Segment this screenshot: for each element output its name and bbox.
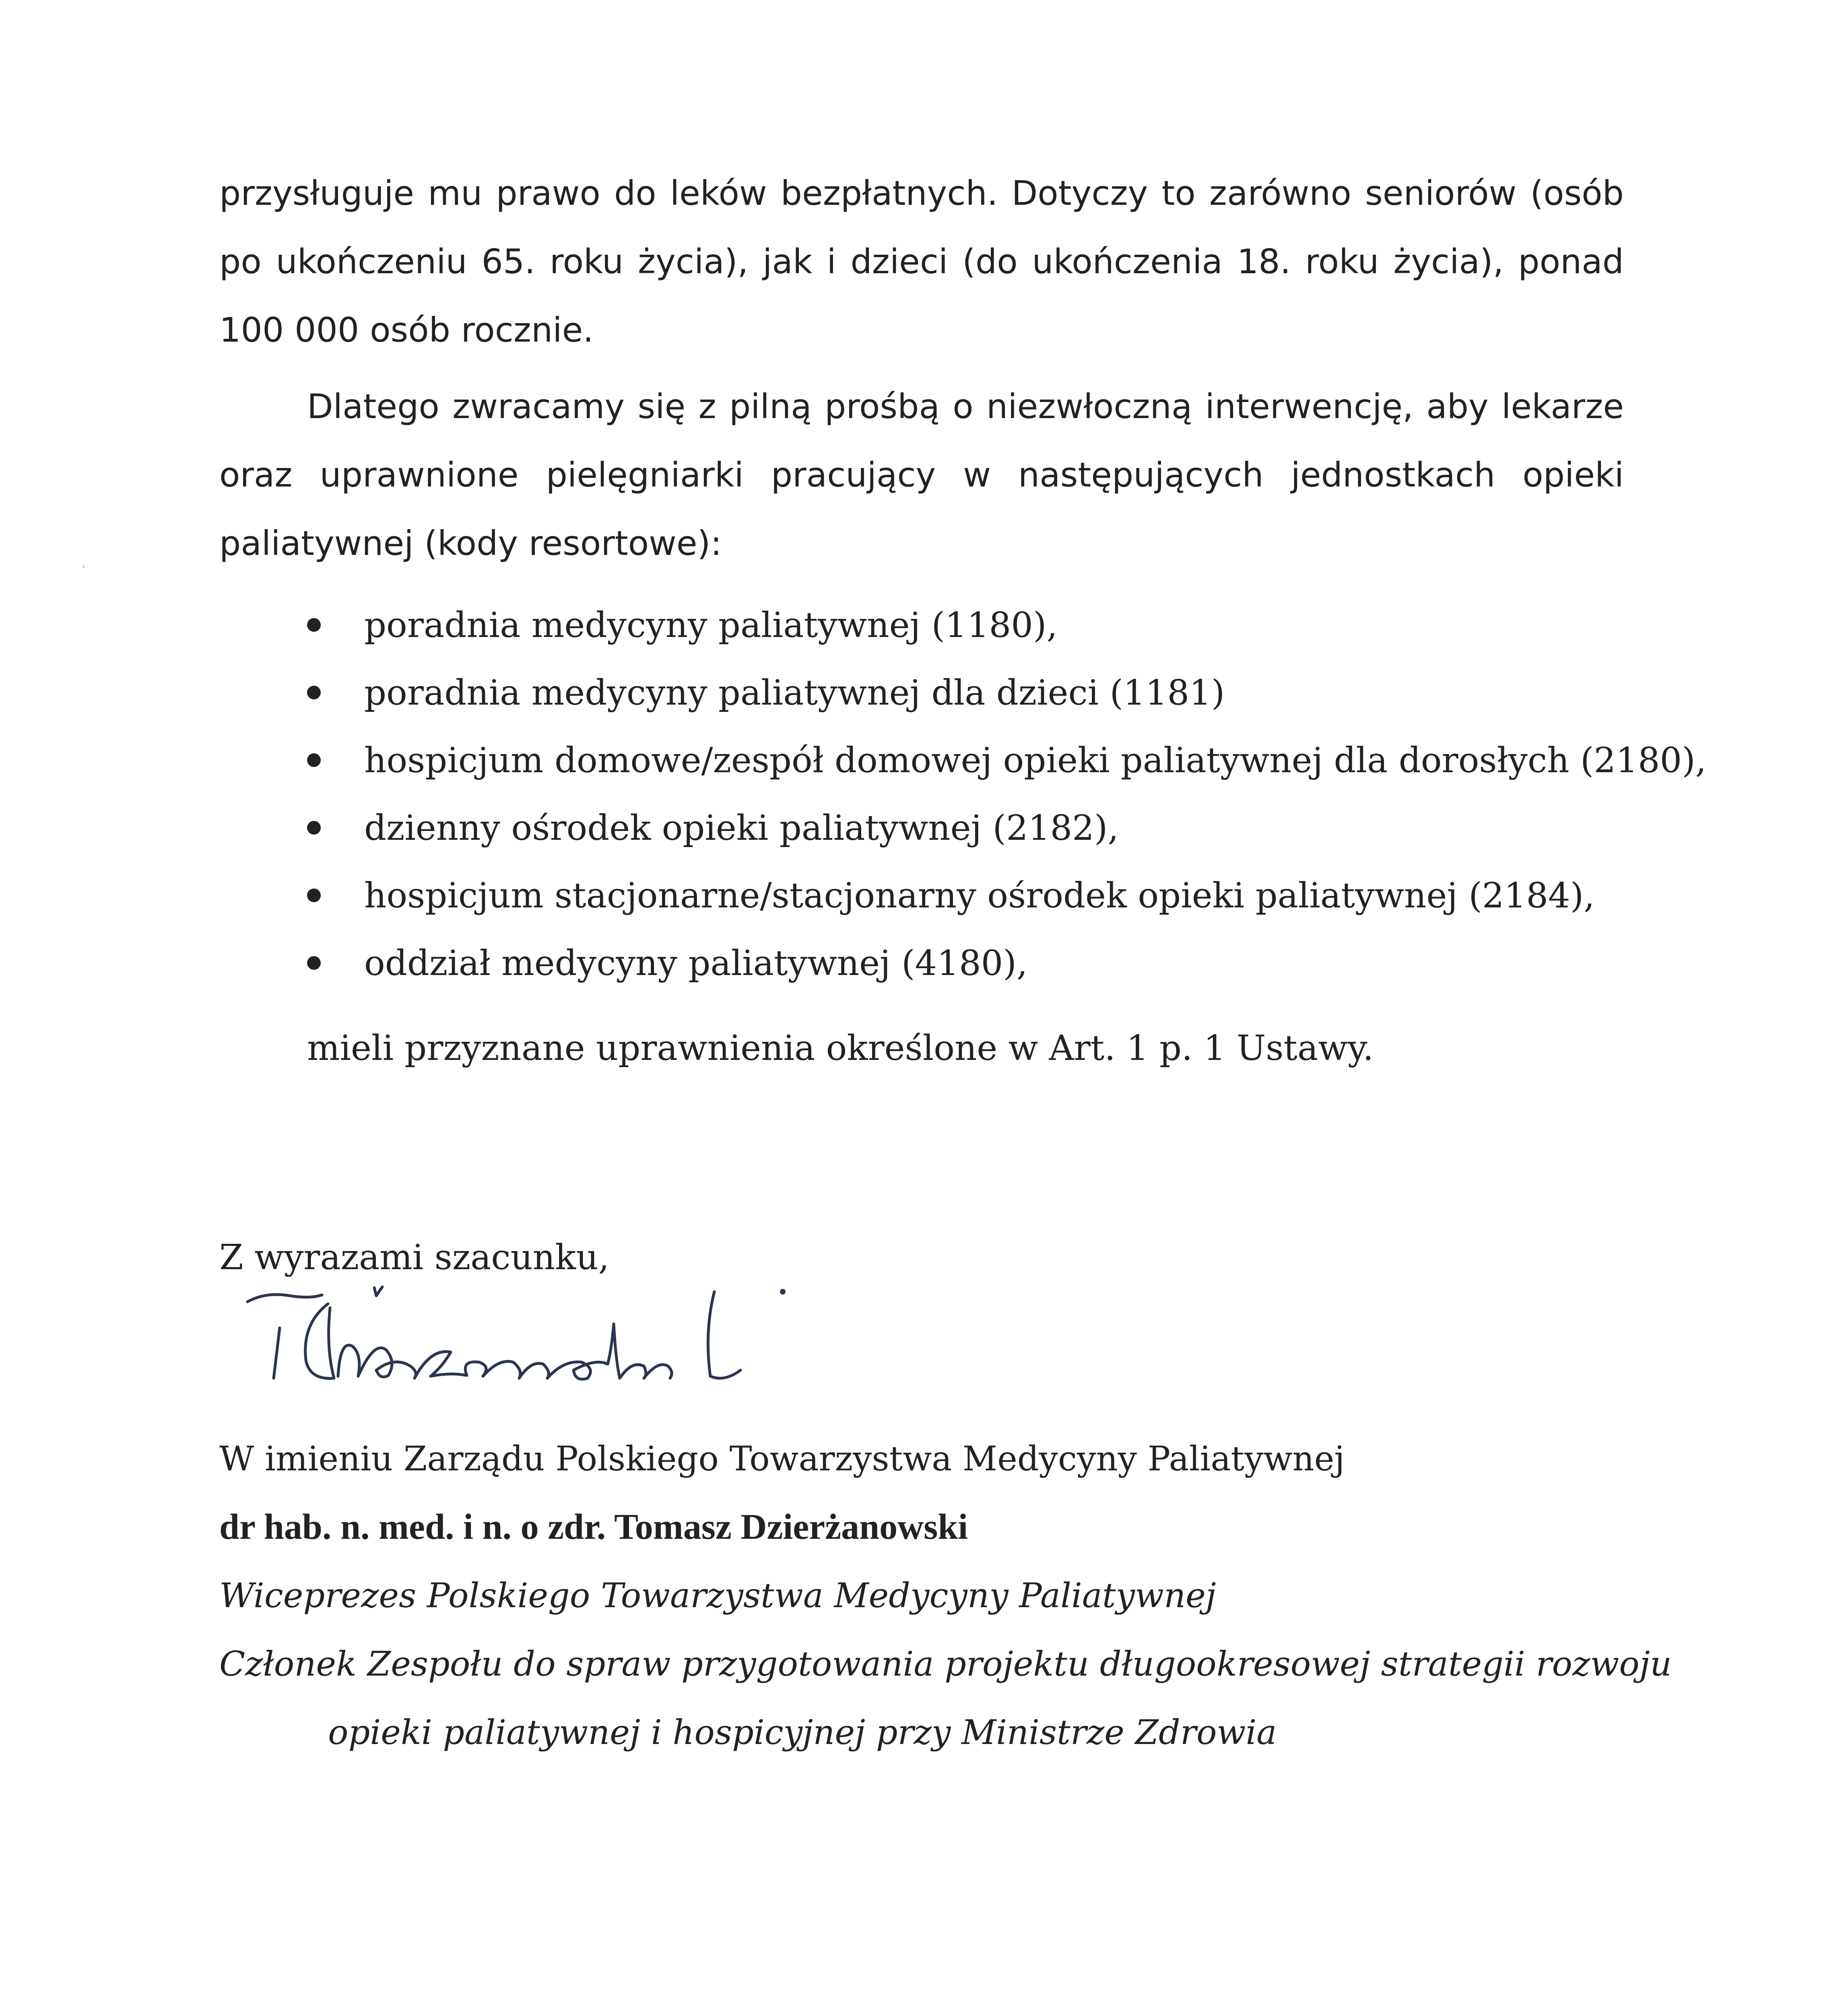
on-behalf-line: W imieniu Zarządu Polskiego Towarzystwa Medycyny Paliatywnej	[219, 1439, 1345, 1478]
signature-block	[219, 1424, 1672, 1767]
handwritten-signature	[241, 1280, 805, 1412]
list-item: poradnia medycyny paliatywnej dla dzieci (1181)	[219, 659, 1624, 727]
paragraph-prescription-rights: przysługuje mu prawo do leków bezpłatnych. Dotyczy to zarówno seniorów (osób po ukończeniu 65. roku życia), jak i dzieci (do ukończenia 18. roku życia), ponad 100 000 osób rocznie.	[219, 173, 1624, 350]
list-item: dzienny ośrodek opieki paliatywnej (2182),	[219, 794, 1624, 862]
greeting: Z wyrazami szacunku,	[219, 1237, 610, 1278]
scan-speck	[82, 565, 85, 568]
bullet-icon	[307, 888, 321, 902]
paragraph-request	[219, 372, 1624, 577]
palliative-units-list	[219, 592, 1707, 997]
paragraph-request-text: Dlatego zwracamy się z pilną prośbą o niezwłoczną interwencję, aby lekarze oraz uprawnione pielęgniarki pracujący w następujących jednostkach opieki paliatywnej (kody resortowe):	[219, 387, 1624, 563]
bullet-icon	[307, 956, 321, 970]
bullet-icon	[307, 821, 321, 835]
list-item: poradnia medycyny paliatywnej (1180),	[219, 592, 1624, 659]
list-item: hospicjum stacjonarne/stacjonarny ośrodek opieki paliatywnej (2184),	[219, 862, 1624, 930]
signatory-role-team-member: Członek Zespołu do spraw przygotowania projektu długookresowej strategii rozwoju	[219, 1644, 1672, 1684]
signatory-role-vice-president: Wiceprezes Polskiego Towarzystwa Medycyny Paliatywnej	[219, 1576, 1216, 1615]
bullet-icon	[307, 686, 321, 699]
list-item: hospicjum domowe/zespół domowej opieki paliatywnej dla dorosłych (2180),	[219, 727, 1624, 794]
bullet-icon	[307, 753, 321, 767]
bullet-icon	[307, 618, 321, 632]
closing-line: mieli przyznane uprawnienia określone w Art. 1 p. 1 Ustawy.	[307, 1028, 1374, 1068]
signatory-name: dr hab. n. med. i n. o zdr. Tomasz Dzierżanowski	[219, 1507, 968, 1547]
signatory-role-team-member-continued: opieki paliatywnej i hospicyjnej przy Ministrze Zdrowia	[328, 1713, 1277, 1752]
list-item: oddział medycyny paliatywnej (4180),	[219, 930, 1624, 997]
